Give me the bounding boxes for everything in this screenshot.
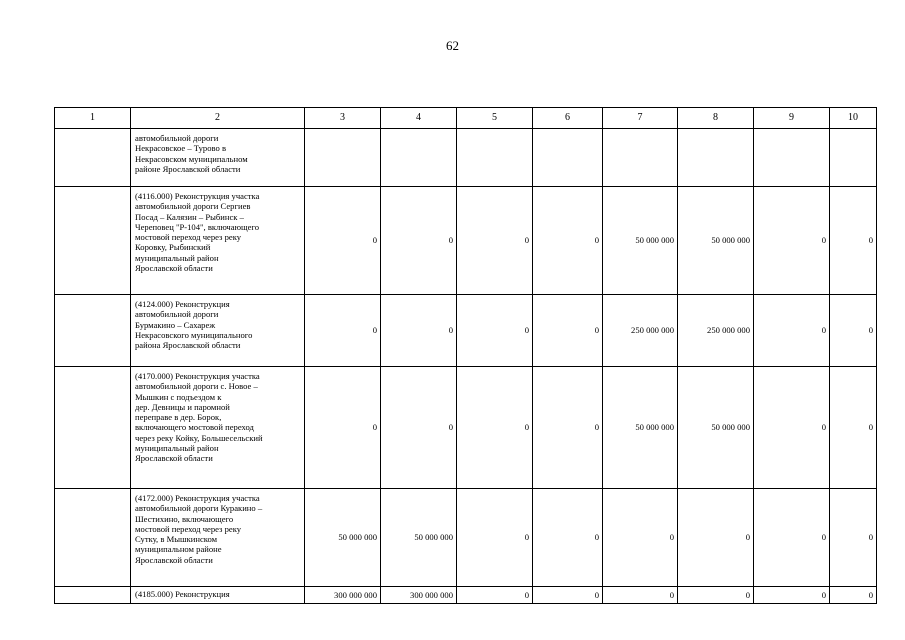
value-cell: 0 (381, 367, 457, 489)
value-cell: 0 (754, 295, 830, 367)
value-cell: 50 000 000 (603, 187, 678, 295)
value-cell: 300 000 000 (305, 587, 381, 604)
value-cell: 0 (754, 187, 830, 295)
value-cell: 0 (533, 295, 603, 367)
value-cell (305, 129, 381, 187)
value-cell (457, 129, 533, 187)
column-header-4: 4 (381, 108, 457, 129)
value-cell: 0 (457, 489, 533, 587)
value-cell: 250 000 000 (678, 295, 754, 367)
row-code-cell (55, 187, 131, 295)
value-cell: 0 (830, 187, 877, 295)
value-cell: 50 000 000 (305, 489, 381, 587)
value-cell (830, 129, 877, 187)
value-cell: 0 (754, 587, 830, 604)
column-header-10: 10 (830, 108, 877, 129)
table-row (55, 587, 877, 604)
table-row (55, 187, 877, 295)
value-cell: 0 (457, 587, 533, 604)
value-cell: 300 000 000 (381, 587, 457, 604)
value-cell: 0 (533, 587, 603, 604)
value-cell: 50 000 000 (678, 187, 754, 295)
page-number: 62 (446, 38, 459, 53)
value-cell: 250 000 000 (603, 295, 678, 367)
row-code-cell (55, 489, 131, 587)
row-code-cell (55, 295, 131, 367)
value-cell: 0 (381, 295, 457, 367)
column-header-8: 8 (678, 108, 754, 129)
value-cell (754, 129, 830, 187)
table-row (55, 129, 877, 187)
row-description: (4116.000) Реконструкция участка автомобильной дороги Сергиев Посад – Калязин – Рыбинск – Череповец "Р-104", включающего мостовой переход через реку Коровку, Рыбинский муниципальный район Ярославской области (131, 187, 305, 295)
column-header-3: 3 (305, 108, 381, 129)
value-cell (381, 129, 457, 187)
value-cell: 0 (678, 489, 754, 587)
row-code-cell (55, 367, 131, 489)
value-cell: 0 (830, 367, 877, 489)
value-cell: 50 000 000 (603, 367, 678, 489)
row-description: (4170.000) Реконструкция участка автомобильной дороги с. Новое – Мышкин с подъездом к дер. Девницы и паромной переправе в дер. Борок, включающего мостовой переход через реку Койку, Большесельский муниципальный район Ярославской области (131, 367, 305, 489)
column-header-9: 9 (754, 108, 830, 129)
value-cell: 0 (457, 367, 533, 489)
value-cell: 0 (381, 187, 457, 295)
value-cell: 0 (830, 489, 877, 587)
row-code-cell (55, 587, 131, 604)
value-cell: 0 (603, 587, 678, 604)
value-cell: 0 (603, 489, 678, 587)
value-cell (533, 129, 603, 187)
value-cell: 0 (830, 295, 877, 367)
row-description: автомобильной дороги Некрасовское – Турово в Некрасовском муниципальном районе Ярославской области (131, 129, 305, 187)
value-cell: 0 (533, 367, 603, 489)
row-description: (4124.000) Реконструкция автомобильной дороги Бурмакино – Сахареж Некрасовского муниципального района Ярославской области (131, 295, 305, 367)
value-cell: 0 (305, 295, 381, 367)
value-cell: 50 000 000 (381, 489, 457, 587)
value-cell: 0 (305, 187, 381, 295)
value-cell: 0 (678, 587, 754, 604)
value-cell: 0 (457, 187, 533, 295)
row-description: (4185.000) Реконструкция (131, 587, 305, 604)
table-row (55, 367, 877, 489)
value-cell: 0 (305, 367, 381, 489)
value-cell: 0 (533, 187, 603, 295)
table-row (55, 489, 877, 587)
column-header-5: 5 (457, 108, 533, 129)
value-cell: 0 (533, 489, 603, 587)
value-cell (603, 129, 678, 187)
column-header-2: 2 (131, 108, 305, 129)
header-row (55, 108, 877, 129)
value-cell: 0 (457, 295, 533, 367)
value-cell: 0 (754, 489, 830, 587)
column-header-6: 6 (533, 108, 603, 129)
column-header-7: 7 (603, 108, 678, 129)
value-cell: 50 000 000 (678, 367, 754, 489)
column-header-1: 1 (55, 108, 131, 129)
value-cell: 0 (830, 587, 877, 604)
row-description: (4172.000) Реконструкция участка автомобильной дороги Куракино – Шестихино, включающего мостовой переход через реку Сутку, в Мышкинском муниципальном районе Ярославской области (131, 489, 305, 587)
value-cell: 0 (754, 367, 830, 489)
budget-table (54, 107, 877, 604)
table-row (55, 295, 877, 367)
value-cell (678, 129, 754, 187)
row-code-cell (55, 129, 131, 187)
